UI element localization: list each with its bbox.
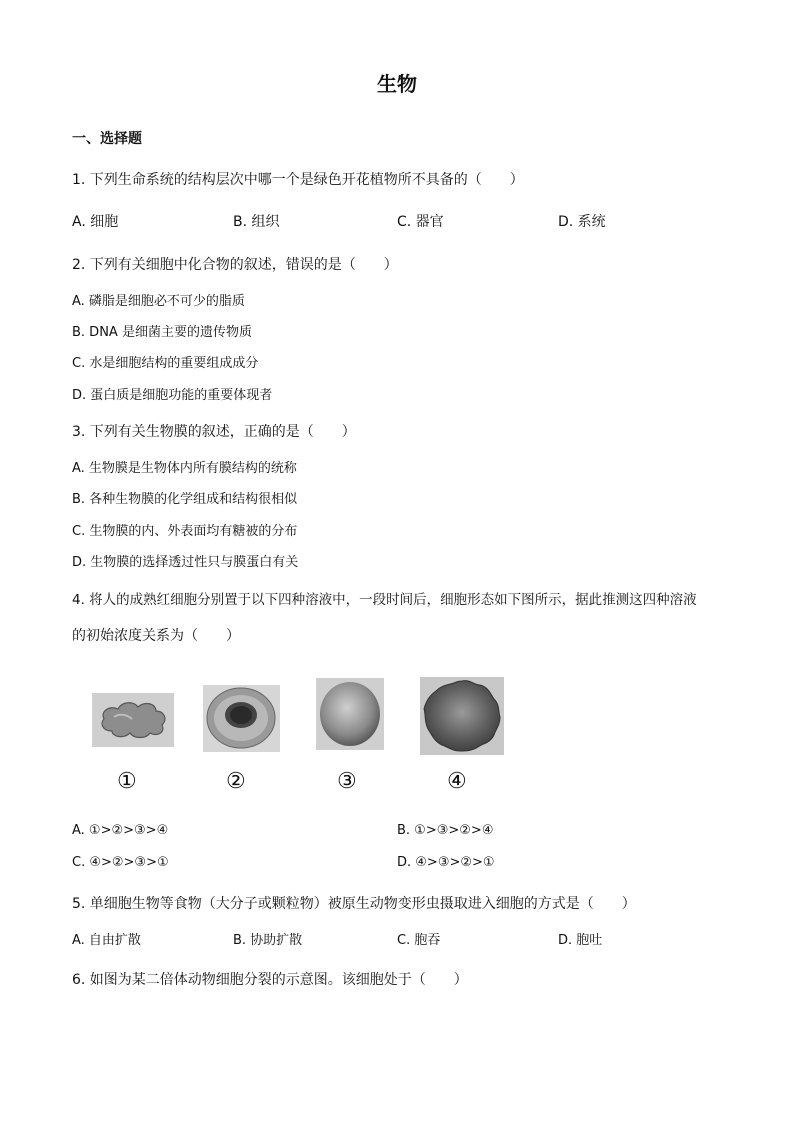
figure-label-1: ① — [117, 769, 137, 794]
page-title: 生物 — [377, 72, 417, 96]
question-4-stem-line-2: 的初始浓度关系为（ ） — [72, 628, 240, 644]
question-4-option-d: D. ④>③>②>① — [397, 855, 495, 870]
question-4-option-b: B. ①>③>②>④ — [397, 823, 494, 838]
question-5-stem: 5. 单细胞生物等食物（大分子或颗粒物）被原生动物变形虫摄取进入细胞的方式是（ ） — [72, 896, 636, 912]
cell-image-4 — [420, 677, 504, 755]
section-heading: 一、选择题 — [72, 131, 142, 147]
question-4-option-a: A. ①>②>③>④ — [72, 823, 169, 838]
cell-image-2 — [203, 685, 280, 752]
question-1-option-b: B. 组织 — [233, 214, 280, 230]
figure-label-4: ④ — [447, 769, 467, 794]
question-6-stem: 6. 如图为某二倍体动物细胞分裂的示意图。该细胞处于（ ） — [72, 972, 468, 988]
question-3-option-c: C. 生物膜的内、外表面均有糖被的分布 — [72, 524, 298, 539]
question-5-option-b: B. 协助扩散 — [233, 933, 303, 948]
question-3-option-a: A. 生物膜是生物体内所有膜结构的统称 — [72, 461, 297, 476]
question-1-option-a: A. 细胞 — [72, 214, 119, 230]
figure-label-3: ③ — [337, 769, 357, 794]
question-4-option-c: C. ④>②>③>① — [72, 855, 169, 870]
figure-label-2: ② — [226, 769, 246, 794]
question-1-option-d: D. 系统 — [558, 214, 606, 230]
question-5-option-a: A. 自由扩散 — [72, 933, 141, 948]
question-3-option-b: B. 各种生物膜的化学组成和结构很相似 — [72, 492, 298, 507]
question-3-option-d: D. 生物膜的选择透过性只与膜蛋白有关 — [72, 555, 299, 570]
question-5-option-d: D. 胞吐 — [558, 933, 603, 948]
question-2-option-a: A. 磷脂是细胞必不可少的脂质 — [72, 294, 245, 309]
question-3-stem: 3. 下列有关生物膜的叙述，正确的是（ ） — [72, 424, 356, 440]
question-2-option-b: B. DNA 是细菌主要的遗传物质 — [72, 325, 252, 340]
question-4-stem-line-1: 4. 将人的成熟红细胞分别置于以下四种溶液中，一段时间后，细胞形态如下图所示，据此推测这四种溶液 — [72, 592, 697, 608]
cell-image-3 — [316, 678, 384, 750]
cell-image-1 — [92, 693, 174, 747]
question-2-stem: 2. 下列有关细胞中化合物的叙述，错误的是（ ） — [72, 257, 398, 273]
question-2-option-d: D. 蛋白质是细胞功能的重要体现者 — [72, 388, 273, 403]
question-5-option-c: C. 胞吞 — [397, 933, 441, 948]
question-1-stem: 1. 下列生命系统的结构层次中哪一个是绿色开花植物所不具备的（ ） — [72, 172, 524, 188]
question-1-option-c: C. 器官 — [397, 214, 444, 230]
question-2-option-c: C. 水是细胞结构的重要组成成分 — [72, 356, 259, 371]
